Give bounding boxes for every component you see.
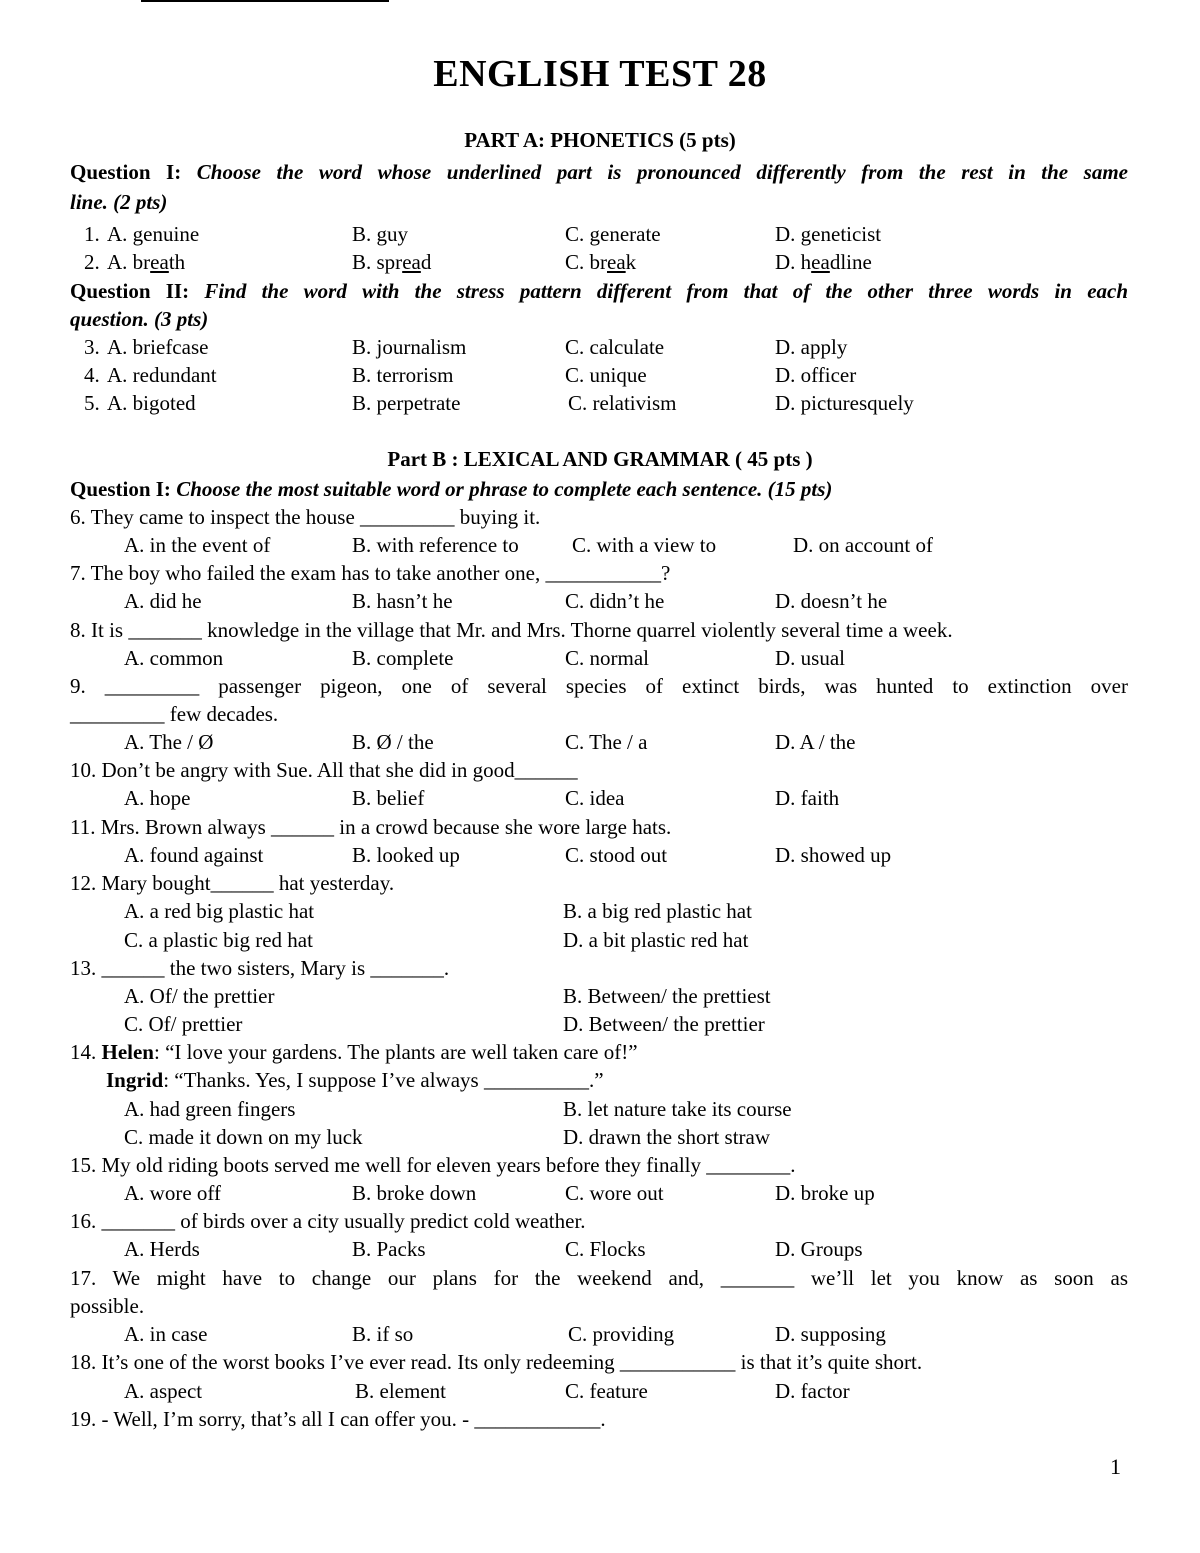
question-9-stem: 9. _________ passenger pigeon, one of several species of extinct birds, was hunted to extinction over [70, 674, 1128, 698]
option-a: A. had green fingers [124, 1097, 296, 1121]
option-d: D. usual [775, 646, 845, 670]
option-b: B. let nature take its course [563, 1097, 792, 1121]
option-b: B. element [355, 1379, 446, 1403]
part-b-heading: Part B : LEXICAL AND GRAMMAR ( 45 pts ) [387, 447, 813, 471]
question-9-stem-cont: _________ few decades. [70, 702, 279, 726]
option-d: D. supposing [775, 1322, 886, 1346]
option-d: D. Between/ the prettier [563, 1012, 765, 1036]
question-6-stem: 6. They came to inspect the house _________ buying it. [70, 505, 541, 529]
option-a: A. found against [124, 843, 264, 867]
option-c: C. wore out [565, 1181, 664, 1205]
option-a: A. in the event of [124, 533, 271, 557]
option-c: C. providing [568, 1322, 675, 1346]
option-a: A. genuine [107, 222, 200, 246]
page-title: ENGLISH TEST 28 [433, 53, 767, 95]
question-12-stem: 12. Mary bought______ hat yesterday. [70, 871, 395, 895]
option-b: B. Ø / the [352, 730, 434, 754]
option-a: A. The / Ø [124, 730, 214, 754]
question-18-stem: 18. It’s one of the worst books I’ve ever read. Its only redeeming ___________ is that it’s quite short. [70, 1350, 923, 1374]
option-d: D. faith [775, 786, 840, 810]
option-a: A. wore off [124, 1181, 222, 1205]
page-number: 1 [1110, 1454, 1121, 1479]
question-11-stem: 11. Mrs. Brown always ______ in a crowd because she wore large hats. [70, 815, 672, 839]
option-a: A. briefcase [107, 335, 209, 359]
option-d: D. A / the [775, 730, 856, 754]
option-a: A. common [124, 646, 224, 670]
option-d: D. geneticist [775, 222, 882, 246]
part-a-question-2-instruction-cont: question. (3 pts) [70, 307, 209, 331]
question-17-stem: 17. We might have to change our plans for the weekend and, _______ we’ll let you know as soon as [70, 1266, 1128, 1290]
option-d: D. apply [775, 335, 848, 359]
question-19-stem: 19. - Well, I’m sorry, that’s all I can offer you. - ____________. [70, 1407, 606, 1431]
question-13-stem: 13. ______ the two sisters, Mary is _______. [70, 956, 450, 980]
option-d: D. officer [775, 363, 857, 387]
option-d: D. on account of [793, 533, 933, 557]
option-c: C. feature [565, 1379, 648, 1403]
option-d: D. broke up [775, 1181, 875, 1205]
question-14-line-1: 14. Helen: “I love your gardens. The plants are well taken care of!” [70, 1040, 638, 1064]
item-number: 3. [84, 335, 100, 359]
option-c: C. generate [565, 222, 661, 246]
option-c: C. calculate [565, 335, 665, 359]
option-b: B. spread [352, 250, 432, 274]
option-b: B. looked up [352, 843, 460, 867]
option-d: D. doesn’t he [775, 589, 888, 613]
question-16-stem: 16. _______ of birds over a city usually predict cold weather. [70, 1209, 586, 1233]
option-c: C. break [565, 250, 637, 274]
option-b: B. if so [352, 1322, 414, 1346]
question-15-stem: 15. My old riding boots served me well for eleven years before they finally ________. [70, 1153, 796, 1177]
question-8-stem: 8. It is _______ knowledge in the village that Mr. and Mrs. Thorne quarrel violently several time a week. [70, 618, 953, 642]
option-c: C. didn’t he [565, 589, 665, 613]
option-b: B. Between/ the prettiest [563, 984, 771, 1008]
option-b: B. complete [352, 646, 454, 670]
option-a: A. a red big plastic hat [124, 899, 315, 923]
option-c: C. a plastic big red hat [124, 928, 313, 952]
option-a: A. Of/ the prettier [124, 984, 275, 1008]
option-d: D. picturesquely [775, 391, 914, 415]
option-b: B. belief [352, 786, 425, 810]
part-a-question-2-instruction: Question II: Find the word with the stress pattern different from that of the other three words in each [70, 279, 1129, 303]
option-a: A. did he [124, 589, 202, 613]
option-b: B. guy [352, 222, 409, 246]
option-b: B. with reference to [352, 533, 519, 557]
part-a-question-1-instruction-cont: line. (2 pts) [70, 190, 168, 214]
option-b: B. perpetrate [352, 391, 461, 415]
question-10-stem: 10. Don’t be angry with Sue. All that she did in good______ [70, 758, 578, 782]
option-d: D. Groups [775, 1237, 863, 1261]
option-a: A. breath [107, 250, 186, 274]
question-17-stem-cont: possible. [70, 1294, 145, 1318]
item-number: 4. [84, 363, 100, 387]
option-a: A. redundant [107, 363, 217, 387]
question-7-stem: 7. The boy who failed the exam has to take another one, ___________? [70, 561, 671, 585]
part-a-question-1-instruction: Question I: Choose the word whose underlined part is pronounced differently from the rest in the same [70, 160, 1128, 184]
option-a: A. Herds [124, 1237, 200, 1261]
option-c: C. unique [565, 363, 647, 387]
part-a-heading: PART A: PHONETICS (5 pts) [464, 128, 736, 152]
option-c: C. normal [565, 646, 649, 670]
option-c: C. idea [565, 786, 625, 810]
option-a: A. aspect [124, 1379, 203, 1403]
option-d: D. a bit plastic red hat [563, 928, 749, 952]
item-number: 5. [84, 391, 100, 415]
option-b: B. a big red plastic hat [563, 899, 752, 923]
option-b: B. Packs [352, 1237, 426, 1261]
option-c: C. relativism [568, 391, 677, 415]
option-b: B. terrorism [352, 363, 454, 387]
option-d: D. factor [775, 1379, 850, 1403]
option-c: C. Of/ prettier [124, 1012, 243, 1036]
option-c: C. made it down on my luck [124, 1125, 363, 1149]
top-rule [141, 0, 389, 2]
option-c: C. stood out [565, 843, 668, 867]
option-d: D. headline [775, 250, 872, 274]
option-c: C. Flocks [565, 1237, 646, 1261]
option-c: C. The / a [565, 730, 648, 754]
option-a: A. hope [124, 786, 191, 810]
option-a: A. bigoted [107, 391, 196, 415]
option-d: D. drawn the short straw [563, 1125, 771, 1149]
item-number: 1. [84, 222, 100, 246]
option-c: C. with a view to [572, 533, 717, 557]
item-number: 2. [84, 250, 100, 274]
part-b-question-1-instruction: Question I: Choose the most suitable word or phrase to complete each sentence. (15 pts) [70, 477, 833, 501]
option-a: A. in case [124, 1322, 208, 1346]
option-b: B. broke down [352, 1181, 477, 1205]
option-b: B. journalism [352, 335, 467, 359]
option-d: D. showed up [775, 843, 892, 867]
question-14-line-2: Ingrid: “Thanks. Yes, I suppose I’ve always __________.” [106, 1068, 604, 1092]
option-b: B. hasn’t he [352, 589, 453, 613]
